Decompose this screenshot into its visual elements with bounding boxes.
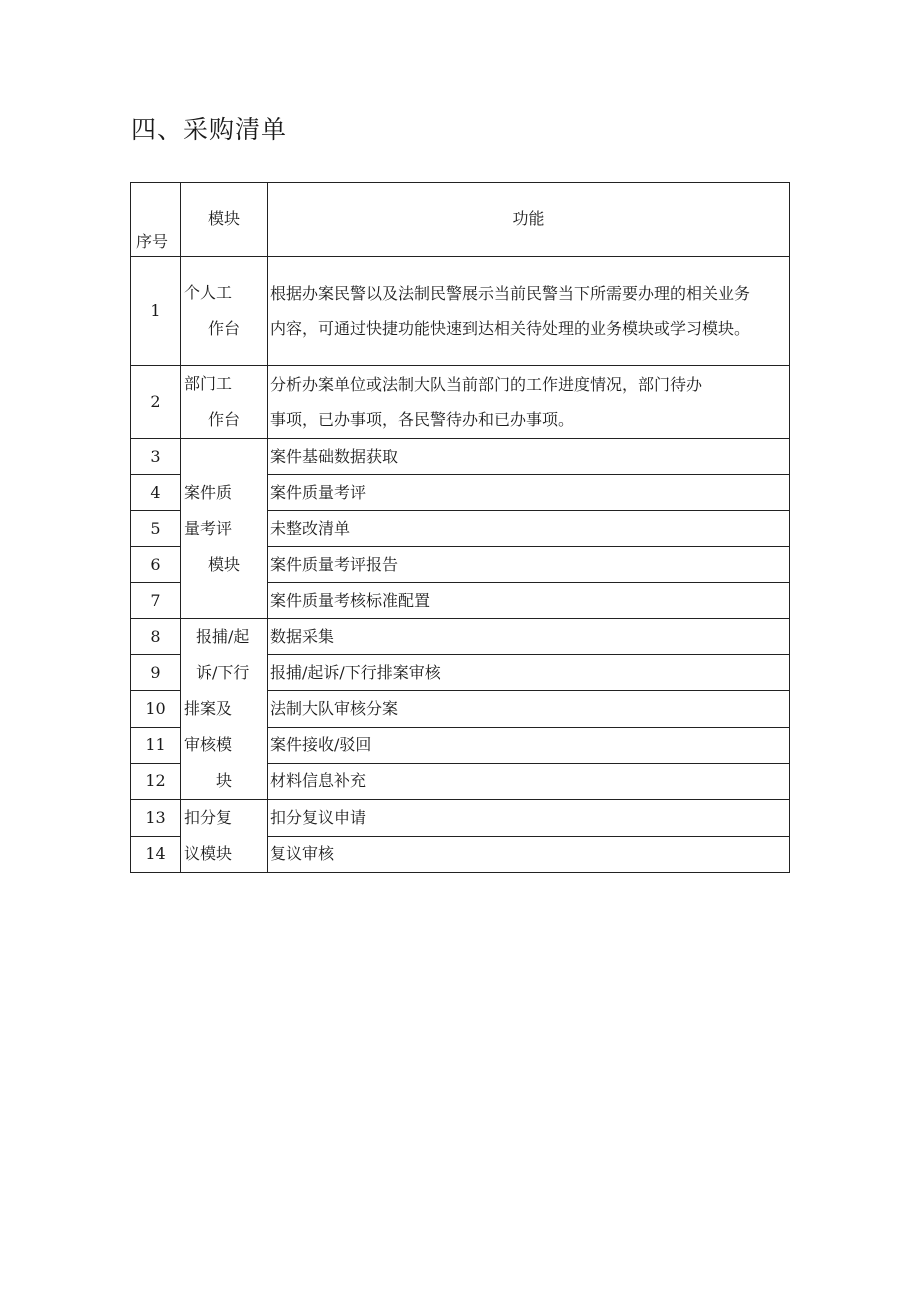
section-heading: 四、采购清单 — [131, 115, 288, 144]
function-cell: 扣分复议申请 — [268, 800, 790, 837]
function-cell: 法制大队审核分案 — [268, 691, 790, 727]
function-cell: 复议审核 — [268, 836, 790, 873]
table-header-row — [131, 183, 790, 257]
module-line: 作台 — [208, 410, 241, 429]
module-cell-case-quality — [181, 439, 268, 619]
header-module: 模块 — [181, 183, 268, 257]
row-number: 8 — [131, 619, 181, 655]
function-line: 内容，可通过快捷功能快速到达相关待处理的业务模块或学习模块。 — [270, 319, 751, 338]
row-number: 2 — [131, 366, 181, 439]
function-cell: 案件质量考评 — [268, 475, 790, 511]
function-line: 根据办案民警以及法制民警展示当前民警当下所需要办理的相关业务 — [270, 284, 751, 303]
row-number: 11 — [131, 727, 181, 763]
module-line: 扣分复 — [184, 808, 233, 827]
row-number: 13 — [131, 800, 181, 837]
row-number: 12 — [131, 763, 181, 799]
table-row — [131, 800, 790, 837]
function-cell: 材料信息补充 — [268, 763, 790, 799]
function-line: 分析办案单位或法制大队当前部门的工作进度情况，部门待办 — [270, 375, 703, 394]
row-number: 14 — [131, 836, 181, 873]
table-row — [131, 257, 790, 366]
row-number: 3 — [131, 439, 181, 475]
module-cell — [181, 257, 268, 366]
row-number: 4 — [131, 475, 181, 511]
table-row — [131, 366, 790, 439]
module-line: 案件质 — [184, 482, 233, 502]
module-line: 作台 — [208, 319, 241, 338]
function-line: 事项，已办事项，各民警待办和已办事项。 — [270, 410, 575, 429]
function-cell: 案件质量考核标准配置 — [268, 583, 790, 619]
module-line: 审核模 — [184, 735, 233, 754]
row-number: 6 — [131, 547, 181, 583]
row-number: 9 — [131, 655, 181, 691]
function-cell: 报捕/起诉/下行排案审核 — [268, 655, 790, 691]
row-number: 10 — [131, 691, 181, 727]
row-number: 7 — [131, 583, 181, 619]
table-row — [131, 619, 790, 655]
header-no: 序号 — [131, 183, 181, 257]
header-function: 功能 — [268, 183, 790, 257]
module-line: 排案及 — [184, 699, 233, 718]
module-line: 诉/下行 — [196, 663, 250, 682]
module-line: 量考评 — [184, 518, 233, 538]
procurement-table — [130, 182, 790, 873]
function-cell: 案件基础数据获取 — [268, 439, 790, 475]
table-row — [131, 439, 790, 475]
function-cell: 案件质量考评报告 — [268, 547, 790, 583]
module-cell — [181, 366, 268, 439]
module-line: 个人工 — [184, 283, 233, 302]
module-line: 报捕/起 — [196, 627, 250, 646]
row-number: 5 — [131, 511, 181, 547]
function-cell: 案件接收/驳回 — [268, 727, 790, 763]
function-cell: 数据采集 — [268, 619, 790, 655]
module-line: 部门工 — [184, 374, 233, 393]
function-cell — [268, 366, 790, 439]
module-line: 块 — [216, 771, 233, 790]
module-line: 模块 — [208, 554, 241, 574]
row-number: 1 — [131, 257, 181, 366]
module-cell-deduction-review — [181, 800, 268, 873]
function-cell — [268, 257, 790, 366]
module-line: 议模块 — [184, 844, 233, 863]
function-cell: 未整改清单 — [268, 511, 790, 547]
module-cell-arrest-review — [181, 619, 268, 800]
